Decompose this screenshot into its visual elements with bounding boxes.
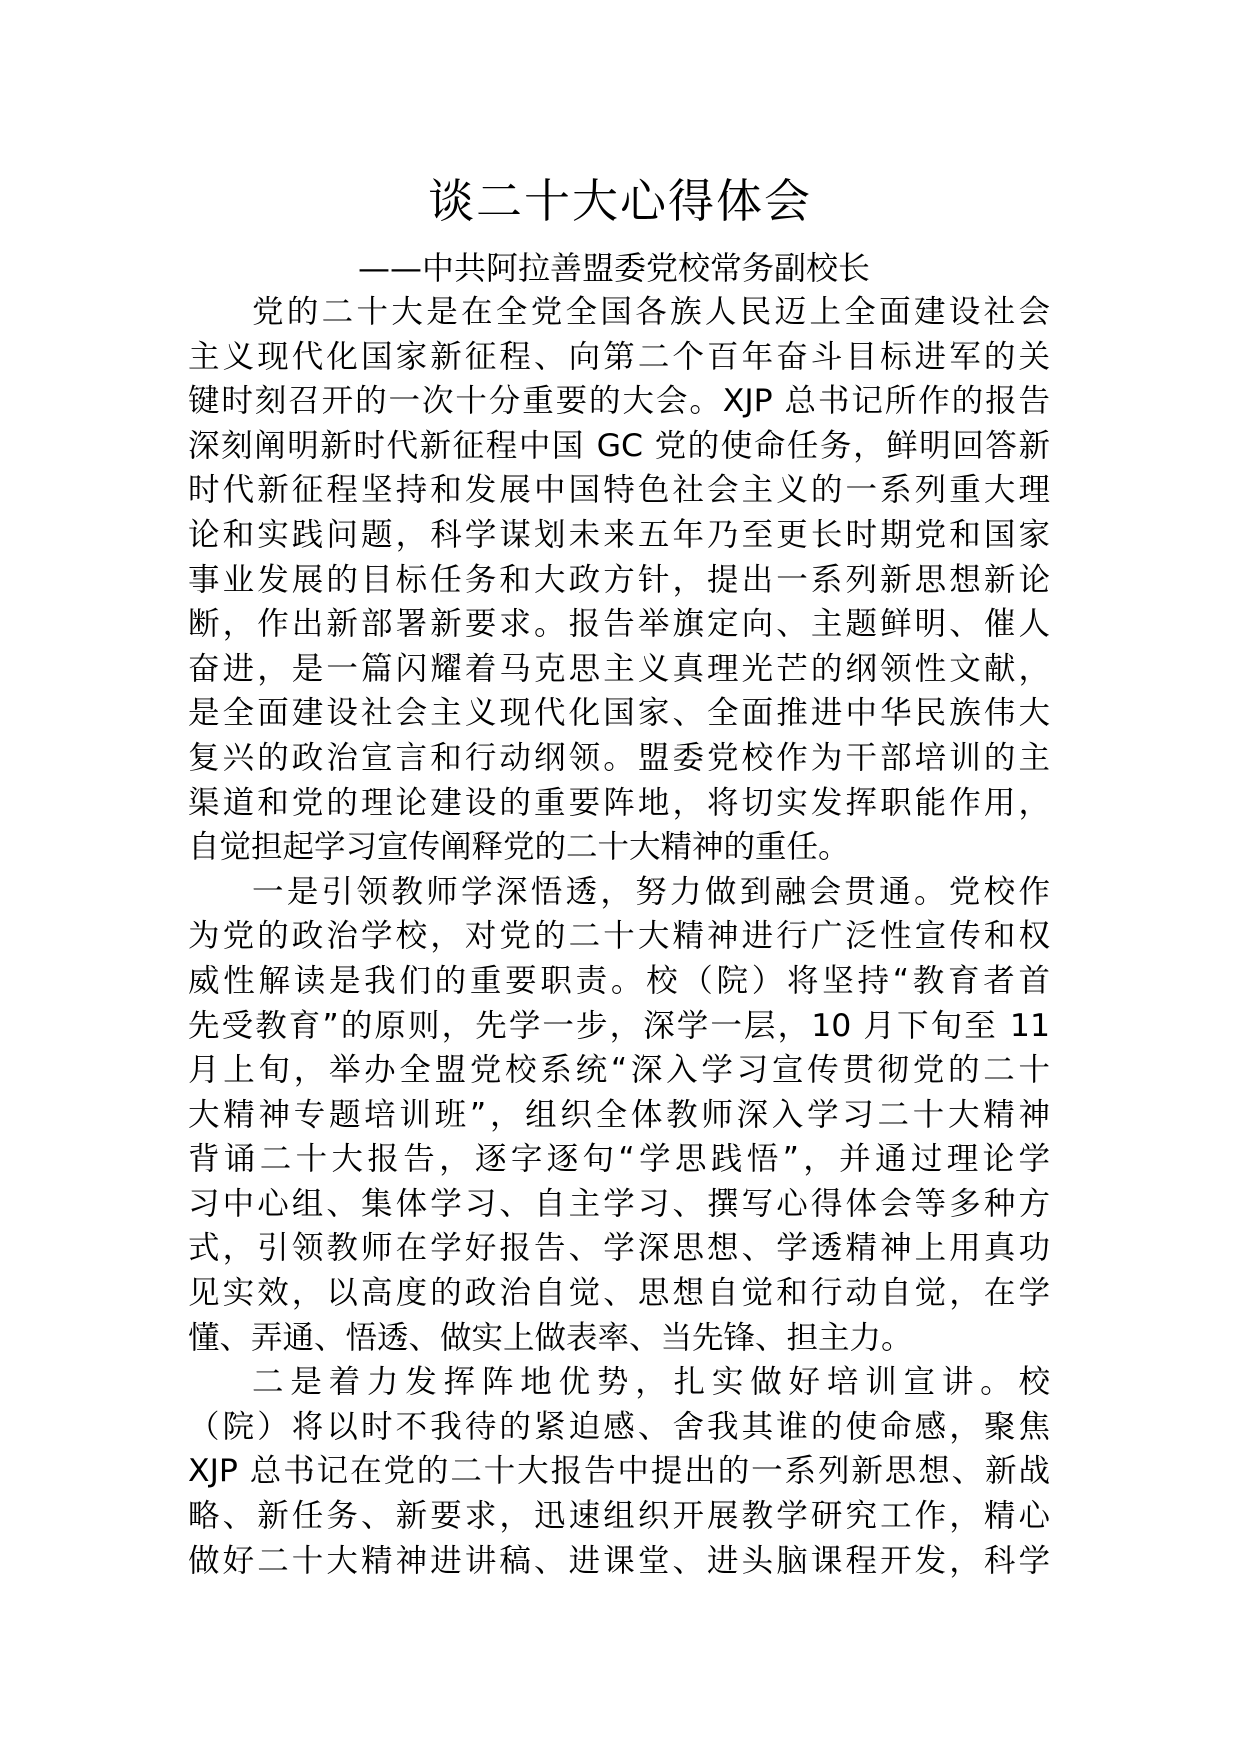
paragraph-line: 深刻阐明新时代新征程中国 GC 党的使命任务，鲜明回答新	[188, 427, 1050, 464]
paragraph-line: 一是引领教师学深悟透，努力做到融会贯通。党校作	[252, 873, 1050, 910]
paragraph-line: 先受教育”的原则，先学一步，深学一层，10 月下旬至 11	[188, 1007, 1050, 1044]
paragraph-line: 时代新征程坚持和发展中国特色社会主义的一系列重大理	[188, 472, 1050, 509]
paragraph-line: 懂、弄通、悟透、做实上做表率、当先锋、担主力。	[188, 1319, 913, 1356]
paragraph-line: 断，作出新部署新要求。报告举旗定向、主题鲜明、催人	[188, 606, 1050, 643]
document-subtitle: ——中共阿拉善盟委党校常务副校长	[358, 249, 871, 287]
paragraph-line: （院）将以时不我待的紧迫感、舍我其谁的使命感，聚焦	[188, 1408, 1050, 1445]
paragraph-line: 做好二十大精神进讲稿、进课堂、进头脑课程开发，科学	[188, 1542, 1050, 1579]
paragraph-line: 事业发展的目标任务和大政方针，提出一系列新思想新论	[188, 561, 1050, 598]
paragraph-line: 习中心组、集体学习、自主学习、撰写心得体会等多种方	[188, 1185, 1050, 1222]
paragraph-line: 键时刻召开的一次十分重要的大会。XJP 总书记所作的报告	[188, 383, 1050, 420]
paragraph-line: 背诵二十大报告，逐字逐句“学思践悟”，并通过理论学	[188, 1141, 1050, 1178]
paragraph-line: 为党的政治学校，对党的二十大精神进行广泛性宣传和权	[188, 918, 1050, 955]
paragraph-line: XJP 总书记在党的二十大报告中提出的一系列新思想、新战	[188, 1453, 1050, 1490]
paragraph-line: 见实效，以高度的政治自觉、思想自觉和行动自觉，在学	[188, 1275, 1050, 1312]
paragraph-line: 月上旬，举办全盟党校系统“深入学习宣传贯彻党的二十	[188, 1052, 1050, 1089]
paragraph-line: 自觉担起学习宣传阐释党的二十大精神的重任。	[188, 829, 850, 866]
paragraph-line: 论和实践问题，科学谋划未来五年乃至更长时期党和国家	[188, 516, 1050, 553]
paragraph-line: 渠道和党的理论建设的重要阵地，将切实发挥职能作用，	[188, 784, 1050, 821]
paragraph-line: 大精神专题培训班”，组织全体教师深入学习二十大精神	[188, 1096, 1050, 1133]
paragraph-line: 略、新任务、新要求，迅速组织开展教学研究工作，精心	[188, 1498, 1050, 1535]
paragraph-line: 式，引领教师在学好报告、学深思想、学透精神上用真功	[188, 1230, 1050, 1267]
document-body	[188, 290, 1050, 1583]
paragraph-line: 奋进，是一篇闪耀着马克思主义真理光芒的纲领性文献，	[188, 650, 1050, 687]
paragraph-line: 威性解读是我们的重要职责。校（院）将坚持“教育者首	[188, 962, 1050, 999]
paragraph-line: 党的二十大是在全党全国各族人民迈上全面建设社会	[252, 294, 1050, 330]
paragraph-line: 复兴的政治宣言和行动纲领。盟委党校作为干部培训的主	[188, 739, 1050, 776]
document-title: 谈二十大心得体会	[428, 174, 812, 228]
paragraph-line: 二是着力发挥阵地优势，扎实做好培训宣讲。校	[252, 1364, 1050, 1401]
paragraph-line: 主义现代化国家新征程、向第二个百年奋斗目标进军的关	[188, 338, 1050, 375]
paragraph-line: 是全面建设社会主义现代化国家、全面推进中华民族伟大	[188, 695, 1050, 732]
